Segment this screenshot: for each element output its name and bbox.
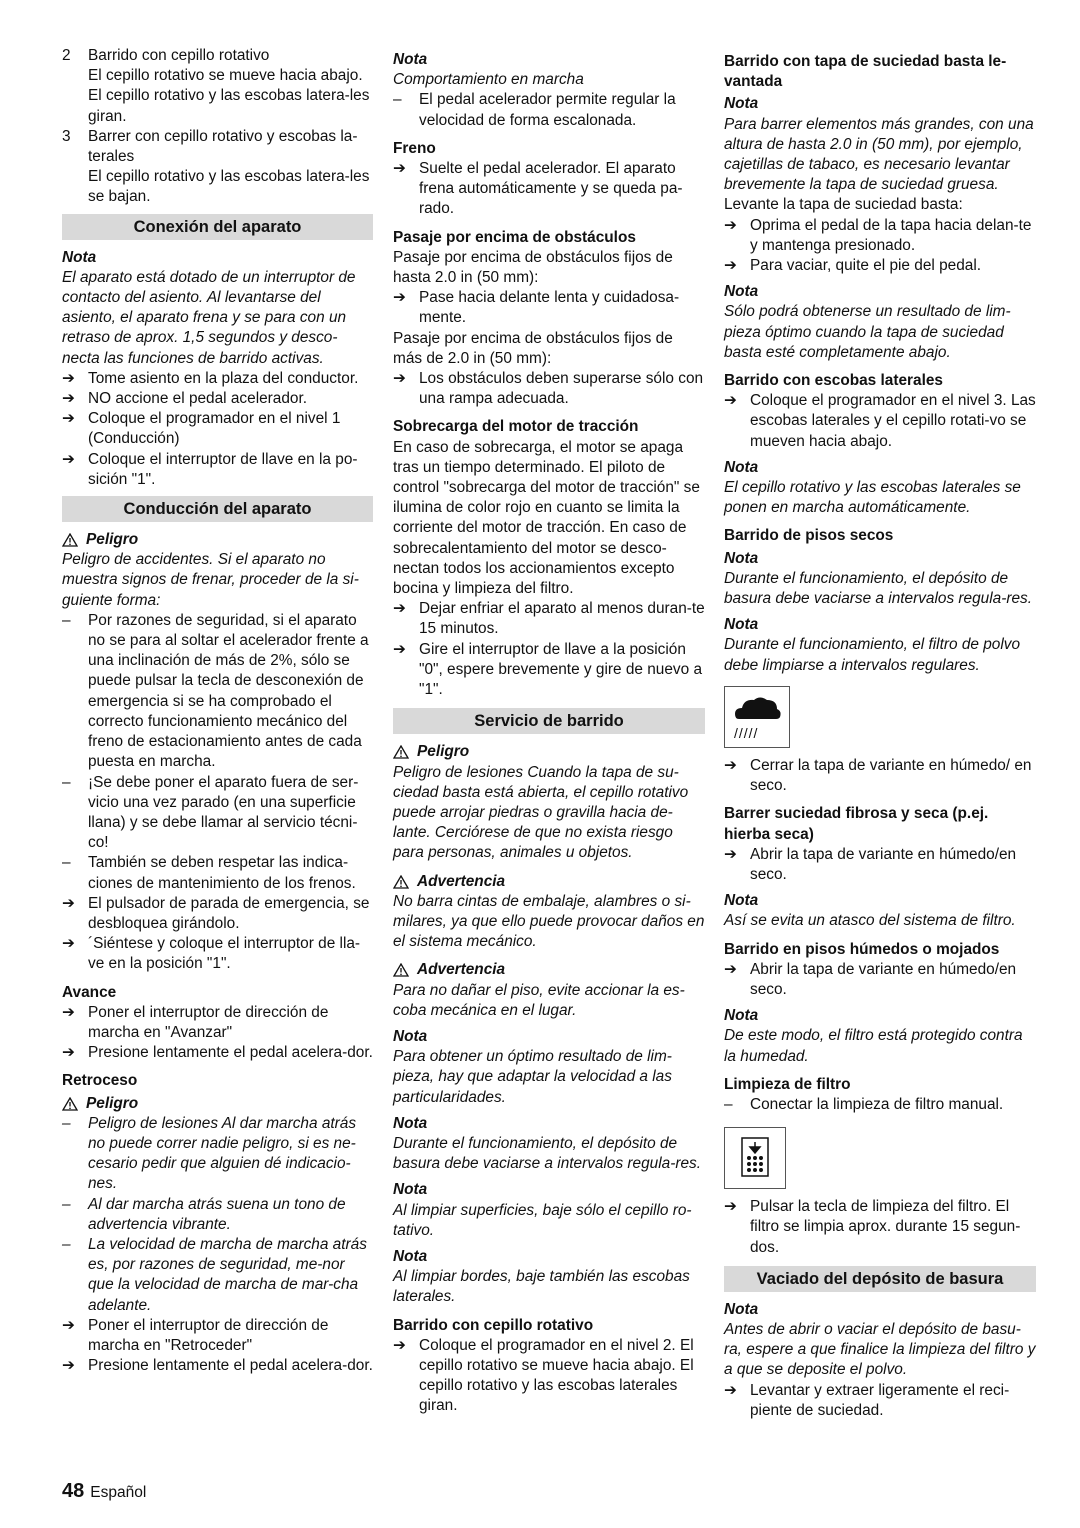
arrow-icon: ➔: [62, 450, 75, 468]
arrow-icon: ➔: [724, 756, 737, 774]
instruction-step: ➔ Los obstáculos deben superarse sólo con una rampa adecuada.: [393, 369, 705, 409]
numbered-item: 3 Barrer con cepillo rotativo y escobas la-terales: [62, 127, 358, 166]
paragraph: En caso de sobrecarga, el motor se apaga tras un tiempo determinado. El piloto de control "sobrecarga del motor de tracción" se ilumina de color rojo en cuanto se limita la corriente del motor de tracción. En caso de sobrecalentamiento del motor se desco-nectan todos los accionamientos excepto bocina y limpieza del filtro.: [393, 438, 700, 598]
instruction-step: ➔ Gire el interruptor de llave a la posición "0", espere brevemente y gire de nuevo a "1".: [393, 640, 705, 701]
note-label: Nota: [393, 1181, 428, 1199]
instruction-step: ➔ ´Siéntese y coloque el interruptor de lla-ve en la posición "1".: [62, 934, 373, 974]
note-label: Nota: [724, 1007, 759, 1025]
instruction-step: ➔ Coloque el programador en el nivel 3. Las escobas laterales y el cepillo rotati-vo se mueven hacia abajo.: [724, 391, 1036, 452]
note-label: Nota: [724, 892, 759, 910]
section-heading: Vaciado del depósito de basura: [724, 1266, 1036, 1292]
arrow-icon: ➔: [62, 1316, 75, 1334]
dash-item: – También se deben respetar las indica-ciones de mantenimiento de los frenos.: [62, 854, 356, 892]
note-text: Antes de abrir o vaciar el depósito de basu-ra, espere a que finalice la limpieza del filtro y a que se deposite el polvo.: [724, 1320, 1036, 1379]
instruction-step: ➔ Presione lentamente el pedal acelera-dor.: [62, 1043, 373, 1063]
dash-item: – Peligro de lesiones Al dar marcha atrás no puede correr nadie peligro, si es ne-cesario pedir que alguien dé indicacio-nes.: [62, 1114, 357, 1193]
subheading: Limpieza de filtro: [724, 1075, 851, 1093]
instruction-step: ➔ Coloque el programador en el nivel 1 (Conducción): [62, 409, 373, 449]
instruction-step: ➔ Oprima el pedal de la tapa hacia delan-te y mantenga presionado.: [724, 216, 1036, 256]
item-description: El cepillo rotativo se mueve hacia abajo. El cepillo rotativo y las escobas latera-les giran.: [88, 67, 370, 125]
warning-text: Para no dañar el piso, evite accionar la es-coba mecánica en el lugar.: [393, 981, 685, 1019]
instruction-step: ➔ Poner el interruptor de dirección de marcha en "Retroceder": [62, 1316, 373, 1356]
warning-triangle-icon: [393, 963, 409, 977]
note-text: El cepillo rotativo y las escobas laterales se ponen en marcha automáticamente.: [724, 479, 1021, 517]
subheading: Avance: [62, 983, 117, 1001]
subheading: Barrer suciedad fibrosa y seca (p.ej. hierba seca): [724, 805, 989, 843]
danger-label: Peligro: [393, 742, 705, 762]
warning-text: No barra cintas de embalaje, alambres o si-milares, ya que ello puede provocar daños en el sistema mecánico.: [393, 892, 705, 951]
instruction-step: ➔ Coloque el interruptor de llave en la po-sición "1".: [62, 450, 373, 490]
instruction-step: ➔ Dejar enfriar el aparato al menos duran-te 15 minutos.: [393, 599, 705, 639]
note-label: Nota: [393, 1027, 428, 1045]
language-label: Español: [90, 1484, 147, 1501]
svg-text://///: /////: [734, 724, 759, 741]
instruction-step: ➔ Pulsar la tecla de limpieza del filtro. El filtro se limpia aprox. durante 15 segun-dos.: [724, 1197, 1036, 1258]
dash-item: – La velocidad de marcha de marcha atrás es, por razones de seguridad, me-nor que la velocidad de marcha de mar-cha adelante.: [62, 1235, 367, 1314]
danger-label: Peligro: [62, 530, 373, 550]
subheading: Barrido de pisos secos: [724, 527, 894, 545]
arrow-icon: ➔: [62, 1003, 75, 1021]
note-label: Nota: [724, 283, 759, 301]
dash-item: – Conectar la limpieza de filtro manual.: [724, 1095, 1004, 1113]
subheading: Barrido con escobas laterales: [724, 372, 943, 390]
arrow-icon: ➔: [62, 369, 75, 387]
danger-label: Peligro: [62, 1094, 373, 1114]
note-text: Al limpiar bordes, baje también las escobas laterales.: [393, 1268, 690, 1306]
instruction-step: ➔ Pase hacia delante lenta y cuidadosa-mente.: [393, 288, 705, 328]
note-text: De este modo, el filtro está protegido contra la humedad.: [724, 1027, 1023, 1065]
paragraph: Pasaje por encima de obstáculos fijos de más de 2.0 in (50 mm):: [393, 329, 673, 367]
arrow-icon: ➔: [62, 1044, 75, 1062]
note-label: Nota: [393, 51, 428, 68]
note-text: Para barrer elementos más grandes, con una altura de hasta 2.0 in (50 mm), por ejemplo, cajetillas de tabaco, es necesario levantar brevemente la tapa de suciedad gruesa.: [724, 115, 1034, 194]
subheading: Pasaje por encima de obstáculos: [393, 228, 636, 246]
section-heading: Conducción del aparato: [62, 496, 373, 522]
subheading: Barrido en pisos húmedos o mojados: [724, 940, 1000, 958]
arrow-icon: ➔: [393, 640, 406, 658]
instruction-step: ➔ Poner el interruptor de dirección de marcha en "Avanzar": [62, 1003, 373, 1043]
dash-item: – Por razones de seguridad, si el aparato no se para al soltar el acelerador frente a una inclinación de más de 2%, sólo se puede pulsar la tecla de desconexión de emergencia si se ha comprobado el correcto funcionamiento mecánico del freno de estacionamiento antes de cada puesta en marcha.: [62, 611, 369, 771]
warning-triangle-icon: [62, 1097, 78, 1111]
subheading: Sobrecarga del motor de tracción: [393, 418, 639, 436]
numbered-item: 2 Barrido con cepillo rotativo: [62, 47, 270, 64]
filter-cleaning-icon: [724, 1127, 786, 1189]
instruction-step: ➔ Abrir la tapa de variante en húmedo/en seco.: [724, 960, 1036, 1000]
arrow-icon: ➔: [62, 894, 75, 912]
subheading: Barrido con cepillo rotativo: [393, 1316, 594, 1334]
warning-label: Advertencia: [393, 960, 705, 980]
arrow-icon: ➔: [724, 1381, 737, 1399]
note-label: Nota: [724, 95, 759, 113]
note-text: Durante el funcionamiento, el depósito de basura debe vaciarse a intervalos regula-res.: [724, 569, 1032, 608]
note-text: Para obtener un óptimo resultado de lim-pieza, hay que adaptar la velocidad a las particularidades.: [393, 1048, 672, 1106]
instruction-step: ➔ Levantar y extraer ligeramente el reci-piente de suciedad.: [724, 1381, 1036, 1421]
instruction-step: ➔ Abrir la tapa de variante en húmedo/en seco.: [724, 845, 1036, 885]
instruction-step: ➔ Presione lentamente el pedal acelera-dor.: [62, 1356, 373, 1376]
note-text: Sólo podrá obtenerse un resultado de lim-pieza óptimo cuando la tapa de suciedad basta esté completamente abajo.: [724, 303, 1011, 361]
instruction-step: ➔ Tome asiento en la plaza del conductor.: [62, 369, 373, 389]
arrow-icon: ➔: [724, 257, 737, 275]
arrow-icon: ➔: [393, 160, 406, 178]
note-label: Nota: [62, 248, 97, 266]
note-text: Durante el funcionamiento, el depósito de basura debe vaciarse a intervalos regula-res.: [393, 1134, 701, 1173]
arrow-icon: ➔: [724, 845, 737, 863]
page-number: 48: [62, 1480, 85, 1502]
subheading: Freno: [393, 139, 436, 157]
note-text: Comportamiento en marcha: [393, 71, 584, 89]
section-heading: Servicio de barrido: [393, 708, 705, 734]
warning-triangle-icon: [62, 533, 78, 547]
arrow-icon: ➔: [393, 370, 406, 388]
note-label: Nota: [724, 1300, 759, 1318]
paragraph: Levante la tapa de suciedad basta:: [724, 196, 963, 214]
note-label: Nota: [393, 1114, 428, 1132]
note-text: Durante el funcionamiento, el filtro de polvo debe limpiarse a intervalos regulares.: [724, 636, 1021, 674]
arrow-icon: ➔: [724, 216, 737, 234]
note-text: Al limpiar superficies, baje sólo el cepillo ro-tativo.: [393, 1201, 692, 1239]
instruction-step: ➔ Coloque el programador en el nivel 2. El cepillo rotativo se mueve hacia abajo. El cepillo rotativo y las escobas laterales giran.: [393, 1336, 705, 1417]
note-label: Nota: [393, 1247, 428, 1265]
arrow-icon: ➔: [62, 390, 75, 408]
arrow-icon: ➔: [393, 1336, 406, 1354]
arrow-icon: ➔: [724, 1198, 737, 1216]
warning-label: Advertencia: [393, 872, 705, 892]
page-footer: [62, 1480, 146, 1503]
dash-item: – Al dar marcha atrás suena un tono de advertencia vibrante.: [62, 1195, 346, 1233]
instruction-step: ➔ Para vaciar, quite el pie del pedal.: [724, 256, 1036, 276]
danger-text: Peligro de lesiones Cuando la tapa de su-ciedad basta está abierta, el cepillo rotativo puede arrojar piedras o gravilla hacia de-lante. Cerciórese de que no exista riesgo para personas, animales u objetos.: [393, 763, 689, 862]
warning-triangle-icon: [393, 745, 409, 759]
instruction-step: ➔ Suelte el pedal acelerador. El aparato frena automáticamente y se queda pa-rado.: [393, 159, 705, 220]
dash-item: – El pedal acelerador permite regular la velocidad de forma escalonada.: [393, 91, 676, 129]
arrow-icon: ➔: [393, 600, 406, 618]
instruction-step: ➔ El pulsador de parada de emergencia, se desbloquea girándolo.: [62, 894, 373, 934]
instruction-step: ➔ Cerrar la tapa de variante en húmedo/ en seco.: [724, 756, 1036, 796]
danger-text: Peligro de accidentes. Si el aparato no muestra signos de frenar, proceder de la si-guiente forma:: [62, 551, 359, 609]
note-text: El aparato está dotado de un interruptor de contacto del asiento. Al levantarse del asiento, el aparato frena y se para con un retraso de aprox. 1,5 segundos y desco-necta las funciones de barrido activas.: [62, 268, 356, 367]
section-heading: Conexión del aparato: [62, 214, 373, 240]
warning-triangle-icon: [393, 875, 409, 889]
column-left: [62, 46, 373, 1376]
paragraph: Pasaje por encima de obstáculos fijos de hasta 2.0 in (50 mm):: [393, 248, 673, 287]
note-label: Nota: [724, 549, 759, 567]
arrow-icon: ➔: [62, 935, 75, 953]
dash-item: – ¡Se debe poner el aparato fuera de ser-vicio una vez parado (en una superficie llana) y se debe llamar al servicio técni-co!: [62, 773, 359, 852]
item-description: El cepillo rotativo y las escobas latera-les se bajan.: [88, 168, 370, 206]
arrow-icon: ➔: [724, 392, 737, 410]
note-label: Nota: [724, 458, 759, 476]
subheading: Retroceso: [62, 1072, 138, 1090]
arrow-icon: ➔: [62, 1357, 75, 1375]
arrow-icon: ➔: [393, 289, 406, 307]
arrow-icon: ➔: [62, 410, 75, 428]
note-text: Así se evita un atasco del sistema de filtro.: [724, 912, 1016, 930]
note-label: Nota: [724, 616, 759, 634]
instruction-step: ➔ NO accione el pedal acelerador.: [62, 389, 373, 409]
column-middle: [393, 46, 705, 1417]
wet-dry-cloud-icon: [724, 686, 790, 748]
subheading: Barrido con tapa de suciedad basta le-vantada: [724, 53, 1007, 91]
column-right: [724, 46, 1036, 1421]
arrow-icon: ➔: [724, 960, 737, 978]
